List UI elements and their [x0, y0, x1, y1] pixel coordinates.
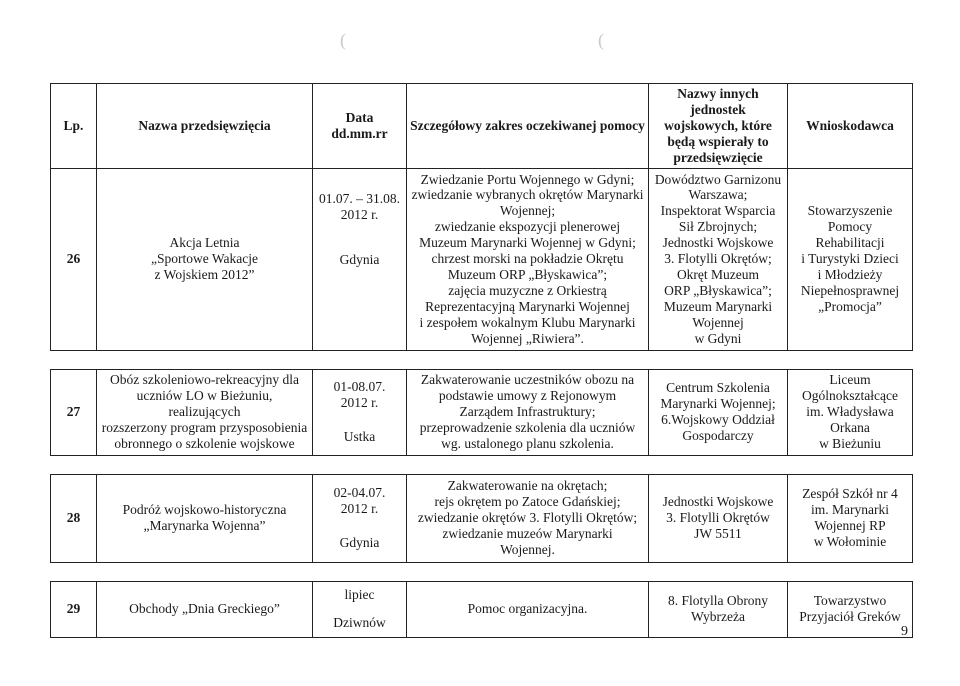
header-date-format: dd.mm.rr [331, 125, 388, 141]
text-line: Zarządem Infrastruktury; [459, 404, 596, 420]
date-year: 2012 r. [340, 501, 379, 517]
applicant [788, 168, 913, 350]
text-line: Sił Zbrojnych; [678, 219, 758, 235]
text-line: Warszawa; [688, 187, 748, 203]
text-line: ORP „Błyskawica”; [664, 282, 772, 298]
text-line: „Promocja” [818, 298, 882, 314]
header-date-line: Data [345, 109, 374, 125]
text-line: i zespołem wokalnym Klubu Marynarki [419, 314, 636, 330]
header-units-line: jednostek [690, 101, 746, 117]
text-line: i Turystyki Dzieci [801, 251, 899, 267]
text-line: Jednostki Wojskowe [662, 494, 774, 510]
place: Dziwnów [333, 615, 386, 631]
row-number: 26 [51, 168, 97, 350]
supporting-units [649, 581, 788, 637]
row-gap [51, 350, 913, 369]
gap-cell [51, 350, 913, 369]
text-line: Okręt Muzeum [676, 267, 760, 283]
gap-cell [51, 455, 913, 474]
scope-description [407, 168, 649, 350]
text-line: Marynarki Wojennej; [660, 396, 776, 412]
project-name [97, 369, 313, 455]
text-line: obronnego o szkolenie wojskowe [114, 435, 295, 451]
text-line: 3. Flotylli Okrętów; [664, 251, 772, 267]
text-line: „Sportowe Wakacje [151, 251, 258, 267]
date-place [313, 168, 407, 350]
supporting-units [649, 474, 788, 562]
text-line: Wojennej RP [814, 518, 886, 534]
text-line: Wojennej. [500, 541, 555, 557]
text-line: zwiedzanie okrętów 3. Flotylli Okrętów; [417, 510, 638, 526]
place: Ustka [343, 429, 376, 445]
header-units-line: Nazwy innych [677, 86, 759, 101]
text-line: im. Władysława [806, 404, 894, 420]
applicant [788, 474, 913, 562]
text-line: Wojennej; [499, 203, 556, 219]
applicant [788, 581, 913, 637]
date-range: lipiec [344, 587, 375, 603]
text-line: rozszerzony program przysposobienia [101, 420, 308, 436]
text-line: Muzeum ORP „Błyskawica”; [447, 267, 608, 283]
page-number: 9 [901, 624, 908, 639]
date-range: 01-08.07. [333, 379, 386, 395]
text-line: Podróż wojskowo-historyczna [122, 502, 287, 518]
text-line: im. Marynarki [811, 502, 889, 518]
text-line: „Marynarka Wojenna” [143, 518, 266, 534]
project-name [97, 581, 313, 637]
text-line: i Młodzieży [817, 267, 883, 283]
text-line: Zespół Szkół nr 4 [802, 486, 898, 502]
header-date [313, 84, 407, 169]
text-line: Muzeum Marynarki [663, 298, 773, 314]
text-line: w Gdyni [694, 330, 742, 346]
project-name [97, 474, 313, 562]
text-line: Zakwaterowanie na okrętach; [447, 478, 608, 494]
text-line: Centrum Szkolenia [666, 380, 770, 396]
place: Gdynia [339, 535, 380, 551]
row-number: 29 [51, 581, 97, 637]
header-applicant: Wnioskodawca [788, 84, 913, 169]
text-line: Gospodarczy [682, 428, 754, 444]
text-line: 6.Wojskowy Oddział [661, 412, 775, 428]
scope-description [407, 581, 649, 637]
text-line: Rehabilitacji [815, 235, 885, 251]
text-line: Wybrzeża [691, 609, 745, 625]
supporting-units [649, 168, 788, 350]
decorative-paren: ( [340, 30, 346, 50]
text-line: Pomocy [827, 219, 873, 235]
date-year: 2012 r. [340, 206, 379, 222]
text-line: Akcja Letnia [169, 235, 240, 251]
text-line: 8. Flotylla Obrony [667, 593, 769, 609]
date-range: 02-04.07. [333, 485, 386, 501]
table-row [51, 369, 913, 455]
text-line: Towarzystwo [813, 593, 887, 609]
text-line: JW 5511 [694, 526, 742, 542]
header-units-line: będą wspierały to [667, 133, 769, 149]
text-line: w Bieżuniu [819, 435, 881, 451]
date-place [313, 581, 407, 637]
text-line: 3. Flotylli Okrętów [666, 510, 770, 526]
row-gap [51, 562, 913, 581]
place: Gdynia [339, 252, 380, 268]
text-line: uczniów LO w Bieżuniu, realizujących [136, 388, 273, 420]
text-line: Orkana [830, 420, 870, 436]
text-line: Muzeum Marynarki Wojennej w Gdyni; [419, 235, 636, 251]
text-line: wg. ustalonego planu szkolenia. [441, 435, 614, 451]
text-line: Wojennej [692, 314, 744, 330]
header-lp: Lp. [51, 84, 97, 169]
applicant [788, 369, 913, 455]
text-line: Obóz szkoleniowo-rekreacyjny dla [110, 372, 299, 388]
date-year: 2012 r. [340, 395, 379, 411]
text-line: Stowarzyszenie [807, 203, 893, 219]
text-line: Zwiedzanie Portu Wojennego w Gdyni; [420, 171, 635, 187]
text-line: z Wojskiem 2012” [154, 267, 255, 283]
decorative-paren: ( [598, 30, 604, 50]
text-line: Ogólnokształcące [802, 388, 898, 404]
text-line: chrzest morski na pokładzie Okrętu [431, 251, 624, 267]
row-number: 27 [51, 369, 97, 455]
table-row [51, 474, 913, 562]
date-place [313, 369, 407, 455]
table-row [51, 581, 913, 637]
text-line: w Wołominie [813, 534, 887, 550]
text-line: zwiedzanie muzeów Marynarki [442, 526, 613, 542]
supporting-units [649, 369, 788, 455]
row-gap [51, 455, 913, 474]
text-line: podstawie umowy z Rejonowym [438, 388, 617, 404]
text-line: zwiedzanie wybranych okrętów Marynarki [411, 187, 644, 203]
text-line: zajęcia muzyczne z Orkiestrą [448, 282, 607, 298]
text-line: Dowództwo Garnizonu [654, 171, 782, 187]
text-line: Niepełnosprawnej [800, 282, 900, 298]
text-line: przeprowadzenie szkolenia dla uczniów [419, 420, 636, 436]
date-range: 01.07. – 31.08. [319, 190, 400, 206]
header-row [51, 84, 913, 169]
header-units-line: wojskowych, które [664, 117, 772, 133]
gap-cell [51, 562, 913, 581]
text-line: Pomoc organizacyjna. [467, 601, 588, 617]
text-line: Jednostki Wojskowe [662, 235, 774, 251]
text-line: Przyjaciół Greków [799, 609, 901, 625]
row-number: 28 [51, 474, 97, 562]
projects-table [50, 83, 913, 638]
text-line: rejs okrętem po Zatoce Gdańskiej; [434, 494, 621, 510]
table-row [51, 168, 913, 350]
scope-description [407, 474, 649, 562]
date-place [313, 474, 407, 562]
header-units-line: przedsięwzięcie [673, 149, 763, 165]
text-line: Inspektorat Wsparcia [660, 203, 776, 219]
header-name: Nazwa przedsięwzięcia [97, 84, 313, 169]
text-line: Reprezentacyjną Marynarki Wojennej [425, 298, 630, 314]
text-line: Liceum [829, 372, 871, 388]
text-line: Obchody „Dnia Greckiego” [129, 601, 280, 617]
project-name [97, 168, 313, 350]
header-scope: Szczegółowy zakres oczekiwanej pomocy [407, 84, 649, 169]
header-units [649, 84, 788, 169]
scope-description [407, 369, 649, 455]
text-line: zwiedzanie ekspozycji plenerowej [434, 219, 621, 235]
text-line: Wojennej „Riwiera”. [471, 330, 584, 346]
text-line: Zakwaterowanie uczestników obozu na [420, 372, 635, 388]
